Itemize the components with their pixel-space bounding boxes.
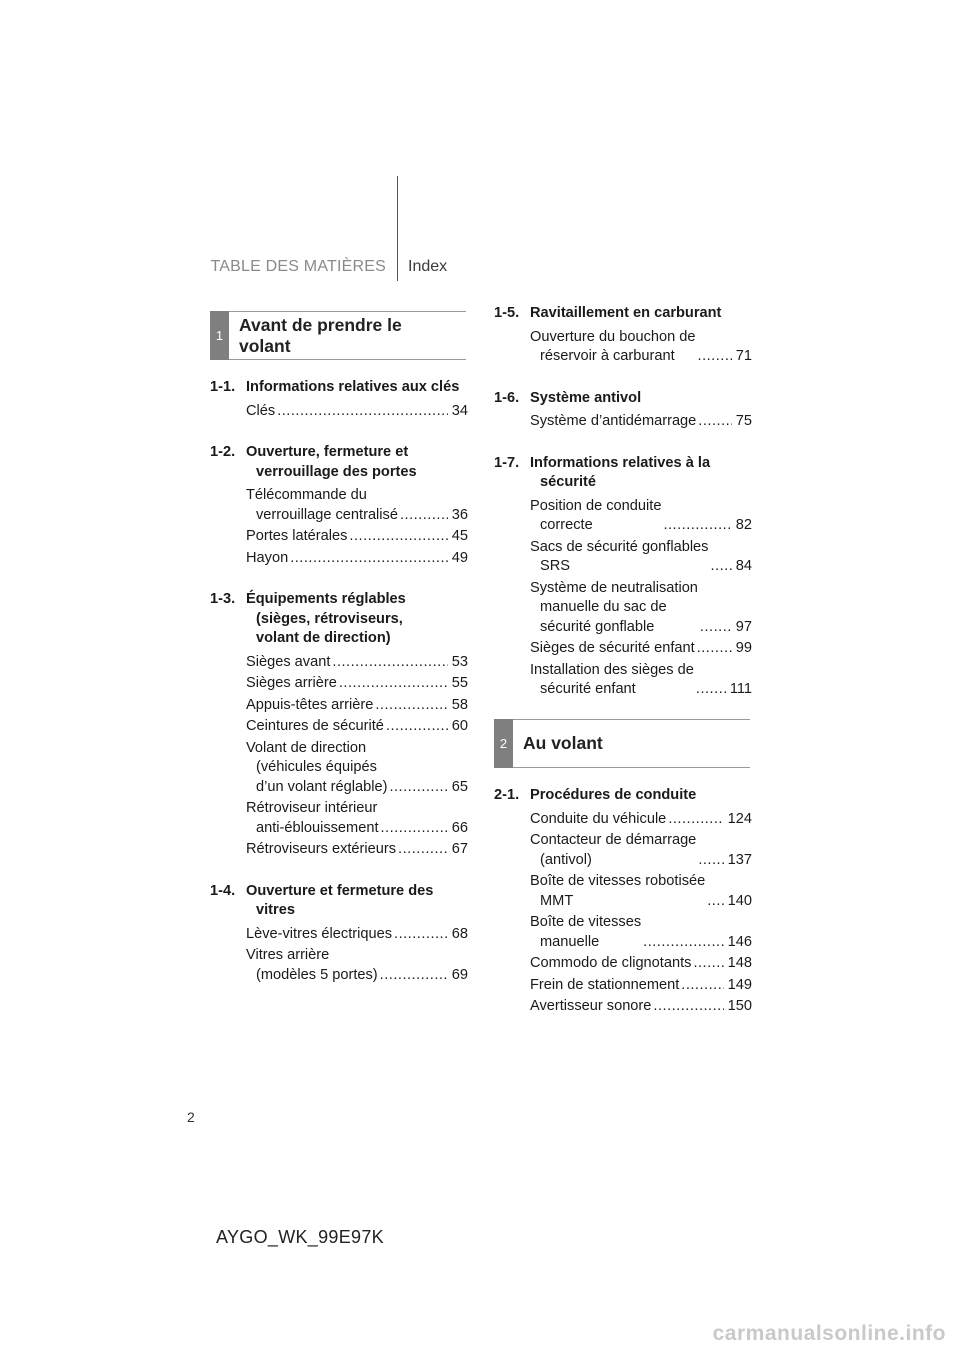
- dot-leader: [696, 680, 726, 700]
- chapter-heading[interactable]: [210, 882, 468, 921]
- entry-title: Contacteur de démarrage (antivol): [530, 832, 697, 868]
- entry-title: Système d’antidémarrage: [530, 413, 697, 429]
- entry-title: Boîte de vitesses robotisée MMT: [530, 873, 706, 909]
- toc-entry[interactable]: [246, 946, 468, 985]
- toc-entry[interactable]: [246, 653, 468, 673]
- entry-page-number: 140: [727, 892, 752, 909]
- entry-page-number: 45: [451, 528, 468, 544]
- toc-entry[interactable]: [246, 840, 468, 860]
- entry-title: Sièges de sécurité enfant: [530, 640, 695, 656]
- dot-leader: [698, 347, 732, 367]
- entry-page-number: 36: [451, 506, 468, 523]
- section-header-1[interactable]: [210, 311, 466, 360]
- chapter-title: Informations relatives aux clés: [246, 379, 460, 395]
- toc-entry[interactable]: [530, 639, 752, 659]
- entry-title: Système de neutralisation manuelle du sac de sécurité gonflable: [530, 579, 698, 635]
- section-number-tab: 1: [210, 311, 229, 360]
- entry-page-number: 69: [451, 966, 468, 983]
- nav-table-of-contents-link[interactable]: TABLE DES MATIÈRES: [210, 258, 386, 275]
- entry-page-number: 34: [451, 402, 468, 419]
- entry-title: Ceintures de sécurité: [246, 718, 384, 734]
- section-title: Au volant: [523, 733, 603, 753]
- toc-entry[interactable]: [246, 549, 468, 569]
- chapter-number: 1-2.: [210, 444, 236, 460]
- entry-title: Boîte de vitesses manuelle: [530, 914, 642, 950]
- chapter-title: Ouverture, fermeture et verrouillage des portes: [246, 444, 417, 480]
- chapter-title: Ouverture et fermeture des vitres: [246, 882, 434, 918]
- entry-page-number: 60: [451, 718, 468, 734]
- dot-leader: [386, 717, 448, 737]
- entry-title: Position de conduite correcte: [530, 497, 662, 533]
- entry-title: Lève-vitres électriques: [246, 925, 393, 942]
- dot-leader: [700, 618, 732, 638]
- entry-title: Conduite du véhicule: [530, 810, 667, 827]
- toc-entry[interactable]: [530, 997, 752, 1017]
- toc-entry[interactable]: [246, 674, 468, 694]
- entry-page-number: 99: [735, 640, 752, 656]
- entry-page-number: 82: [735, 517, 752, 533]
- entry-page-number: 58: [451, 696, 468, 713]
- toc-entry[interactable]: [246, 696, 468, 716]
- entry-page-number: 67: [451, 841, 468, 857]
- chapter-title: Procédures de conduite: [530, 787, 697, 803]
- entry-page-number: 111: [729, 681, 752, 697]
- toc-column-right: [494, 304, 752, 702]
- entry-title: Sacs de sécurité gonflables SRS: [530, 538, 709, 574]
- dot-leader: [707, 892, 723, 912]
- chapter-title: Système antivol: [530, 389, 642, 406]
- entry-title: Sièges avant: [246, 653, 331, 670]
- nav-index-link[interactable]: Index: [408, 258, 448, 275]
- chapter-heading[interactable]: [494, 304, 752, 324]
- toc-entry[interactable]: [530, 872, 752, 911]
- toc-entry[interactable]: [246, 402, 468, 422]
- header-divider: [397, 176, 398, 281]
- dot-leader: [375, 696, 447, 716]
- chapter-number: 1-1.: [210, 379, 236, 395]
- toc-entry[interactable]: [530, 831, 752, 870]
- dot-leader: [698, 851, 723, 871]
- watermark: carmanualsonline.info: [712, 1322, 946, 1345]
- entry-page-number: 66: [451, 819, 468, 836]
- entry-page-number: 149: [727, 976, 752, 993]
- toc-entry[interactable]: [246, 739, 468, 798]
- entry-title: Hayon: [246, 549, 289, 566]
- entry-title: Volant de direction (véhicules équipés d’un volant réglable): [246, 739, 388, 795]
- dot-leader: [381, 819, 448, 839]
- chapter-title: Équipements réglables (sièges, rétroviseurs, volant de direction): [246, 591, 406, 646]
- chapter-title: Ravitaillement en carburant: [530, 305, 722, 321]
- entry-page-number: 150: [727, 998, 752, 1014]
- dot-leader: [398, 840, 448, 860]
- dot-leader: [693, 954, 723, 974]
- chapter-number: 1-6.: [494, 389, 520, 406]
- toc-entry[interactable]: [530, 661, 752, 700]
- dot-leader: [710, 557, 731, 577]
- dot-leader: [380, 966, 448, 986]
- dot-leader: [653, 997, 723, 1017]
- toc-entry[interactable]: [246, 925, 468, 945]
- entry-title: Sièges arrière: [246, 675, 337, 691]
- entry-title: Appuis-têtes arrière: [246, 696, 374, 713]
- document-code: AYGO_WK_99E97K: [216, 1227, 384, 1247]
- chapter-number: 1-4.: [210, 882, 236, 899]
- dot-leader: [400, 506, 448, 526]
- chapter-heading[interactable]: [210, 443, 468, 482]
- section-header-2[interactable]: [494, 719, 750, 768]
- toc-column-left: [210, 378, 468, 987]
- entry-title: Ouverture du bouchon de réservoir à carburant: [530, 328, 696, 364]
- dot-leader: [698, 412, 731, 432]
- entry-title: Portes latérales: [246, 528, 348, 544]
- entry-page-number: 97: [735, 618, 752, 635]
- chapter-number: 1-3.: [210, 591, 236, 607]
- chapter-title: Informations relatives à la sécurité: [530, 454, 711, 490]
- entry-page-number: 75: [735, 413, 752, 429]
- entry-title: Vitres arrière (modèles 5 portes): [246, 947, 378, 983]
- toc-entry[interactable]: [246, 527, 468, 547]
- entry-page-number: 55: [451, 675, 468, 691]
- dot-leader: [389, 778, 447, 798]
- dot-leader: [339, 674, 448, 694]
- entry-page-number: 49: [451, 549, 468, 566]
- entry-page-number: 71: [735, 348, 752, 364]
- entry-page-number: 53: [451, 653, 468, 670]
- chapter-heading[interactable]: [210, 590, 468, 649]
- toc-entry[interactable]: [530, 913, 752, 952]
- toc-entry[interactable]: [530, 412, 752, 432]
- entry-page-number: 148: [727, 955, 752, 971]
- entry-title: Installation des sièges de sécurité enfant: [530, 661, 694, 697]
- entry-page-number: 68: [451, 925, 468, 942]
- chapter-heading[interactable]: [494, 454, 752, 493]
- toc-entry[interactable]: [246, 717, 468, 737]
- entry-title: Frein de stationnement: [530, 976, 680, 993]
- dot-leader: [663, 516, 731, 536]
- dot-leader: [681, 976, 723, 996]
- toc-entry[interactable]: [530, 810, 752, 830]
- dot-leader: [290, 549, 448, 569]
- entry-title: Commodo de clignotants: [530, 955, 692, 971]
- dot-leader: [394, 925, 448, 945]
- toc-entry[interactable]: [530, 328, 752, 367]
- section-title: Avant de prendre le volant: [239, 314, 402, 356]
- dot-leader: [277, 402, 448, 422]
- toc-entry[interactable]: [530, 579, 752, 638]
- entry-title: Télécommande du verrouillage centralisé: [246, 487, 398, 523]
- dot-leader: [643, 933, 724, 953]
- toc-entry[interactable]: [246, 486, 468, 525]
- chapter-number: 1-7.: [494, 454, 520, 471]
- toc-entry[interactable]: [530, 538, 752, 577]
- toc-entry[interactable]: [530, 497, 752, 536]
- entry-page-number: 137: [727, 851, 752, 868]
- toc-entry[interactable]: [530, 954, 752, 974]
- chapter-number: 2-1.: [494, 787, 520, 803]
- section-number-tab: 2: [494, 719, 513, 768]
- toc-column-right-section-2: [494, 786, 752, 1019]
- toc-entry[interactable]: [246, 799, 468, 838]
- chapter-heading[interactable]: [494, 389, 752, 409]
- entry-title: Avertisseur sonore: [530, 998, 652, 1014]
- entry-page-number: 84: [735, 558, 752, 574]
- chapter-heading[interactable]: [210, 378, 468, 398]
- chapter-number: 1-5.: [494, 305, 520, 321]
- entry-title: Clés: [246, 402, 276, 419]
- toc-entry[interactable]: [530, 976, 752, 996]
- chapter-heading[interactable]: [494, 786, 752, 806]
- page-number: 2: [187, 1109, 195, 1125]
- dot-leader: [332, 653, 447, 673]
- dot-leader: [697, 639, 732, 659]
- dot-leader: [349, 527, 447, 547]
- dot-leader: [668, 810, 723, 830]
- entry-title: Rétroviseur intérieur anti-éblouissement: [246, 800, 379, 836]
- entry-page-number: 65: [451, 778, 468, 795]
- entry-page-number: 146: [727, 933, 752, 950]
- entry-title: Rétroviseurs extérieurs: [246, 841, 397, 857]
- entry-page-number: 124: [727, 810, 752, 827]
